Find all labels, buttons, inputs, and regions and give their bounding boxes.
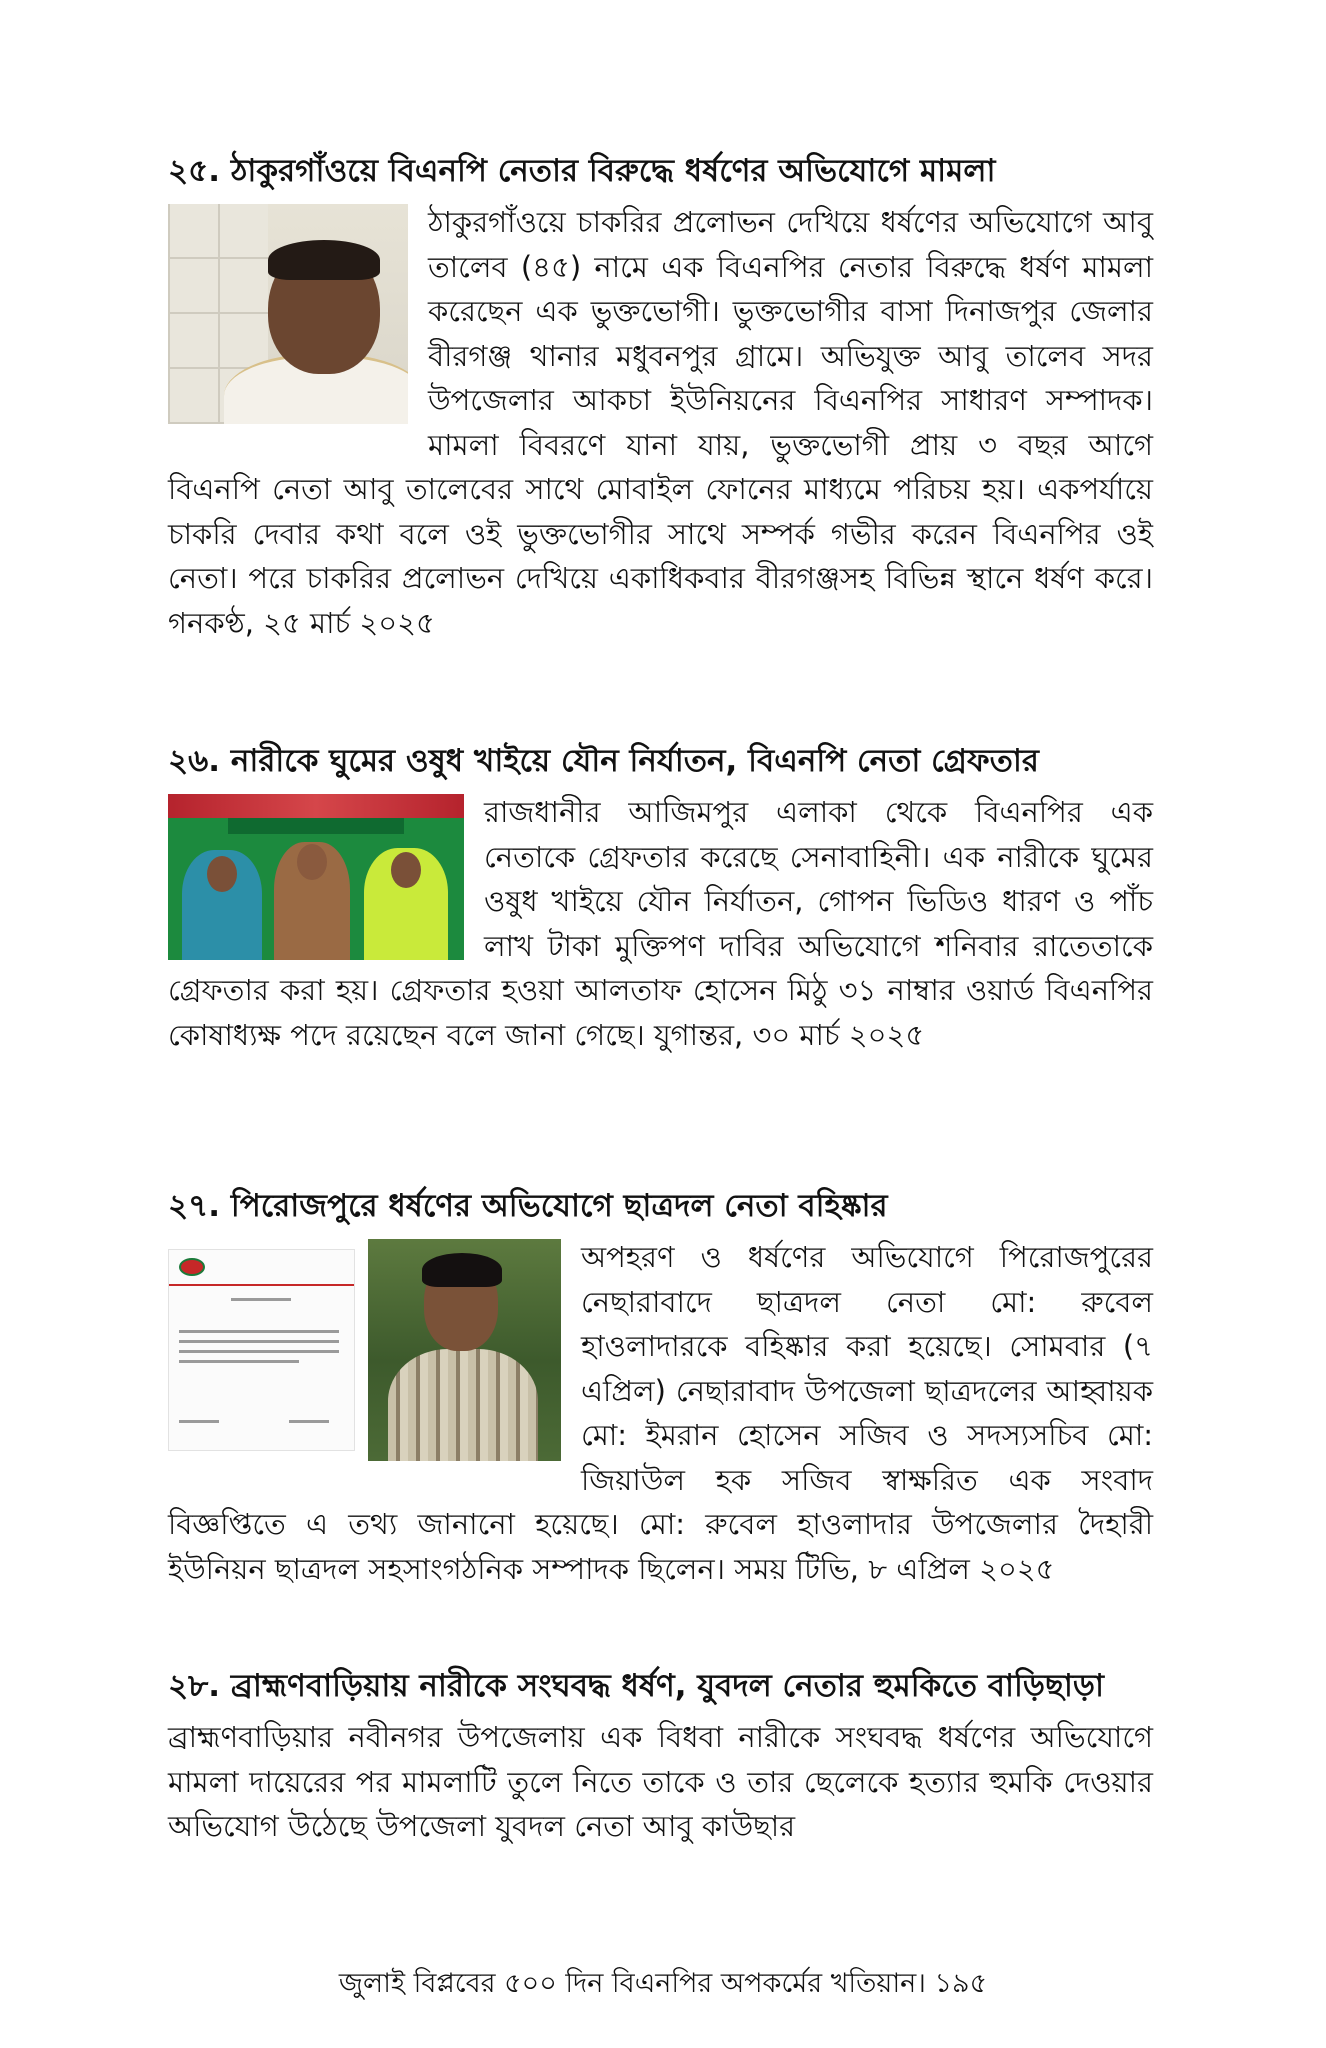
news-photo <box>168 794 464 960</box>
press-release-image <box>168 1249 355 1451</box>
article-body: ঠাকুরগাঁওয়ে চাকরির প্রলোভন দেখিয়ে ধর্ষণের অভিযোগে আবু তালেব (৪৫) নামে এক বিএনপির নেতার বিরুদ্ধে ধর্ষণ মামলা করেছেন এক ভুক্তভোগী। ভুক্তভোগীর বাসা দিনাজপুর জেলার বীরগঞ্জ থানার মধুবনপুর গ্রামে। অভিযুক্ত আবু তালেব সদর উপজেলার আকচা ইউনিয়নের বিএনপির সাধারণ সম্পাদক। মামলা বিবরণে যানা যায়, ভুক্তভোগী প্রায় ৩ বছর আগে বিএনপি নেতা আবু তালেবের সাথে মোবাইল ফোনের মাধ্যমে পরিচয় হয়। একপর্যায়ে চাকরি দেবার কথা বলে ওই ভুক্তভোগীর সাথে সম্পর্ক গভীর করেন বিএনপির ওই নেতা। পরে চাকরির প্রলোভন দেখিয়ে একাধিকবার বীরগঞ্জসহ বিভিন্ন স্থানে ধর্ষণ করে। গনকণ্ঠ, ২৫ মার্চ ২০২৫ <box>168 205 1153 640</box>
article-number: ২৬. <box>168 743 221 779</box>
news-photo <box>368 1239 561 1461</box>
article-title: ব্রাহ্মণবাড়িয়ায় নারীকে সংঘবদ্ধ ধর্ষণ, যুবদল নেতার হুমকিতে বাড়িছাড়া <box>230 1668 1104 1704</box>
article-body: ব্রাহ্মণবাড়িয়ার নবীনগর উপজেলায় এক বিধবা নারীকে সংঘবদ্ধ ধর্ষণের অভিযোগে মামলা দায়েরের পর মামলাটি তুলে নিতে তাকে ও তার ছেলেকে হত্যার হুমকি দেওয়ার অভিযোগ উঠেছে উপজেলা যুবদল নেতা আবু কাউছার <box>168 1720 1153 1843</box>
article-heading <box>168 1665 1153 1707</box>
article-body: অপহরণ ও ধর্ষণের অভিযোগে পিরোজপুরের নেছারাবাদে ছাত্রদল নেতা মো: রুবেল হাওলাদারকে বহিষ্কার করা হয়েছে। সোমবার (৭ এপ্রিল) নেছারাবাদ উপজেলা ছাত্রদলের আহ্বায়ক মো: ইমরান হোসেন সজিব ও সদস্যসচিব মো: জিয়াউল হক সজিব স্বাক্ষরিত এক সংবাদ বিজ্ঞপ্তিতে এ তথ্য জানানো হয়েছে। মো: রুবেল হাওলাদার উপজেলার দৈহারী ইউনিয়ন ছাত্রদল সহসাংগঠনিক সম্পাদক ছিলেন। সময় টিভি, ৮ এপ্রিল ২০২৫ <box>168 1240 1153 1586</box>
page-footer <box>0 1966 1326 2002</box>
page-number: ১৯৫ <box>934 1968 988 1999</box>
article-heading <box>168 740 1153 782</box>
article-title: ঠাকুরগাঁওয়ে বিএনপি নেতার বিরুদ্ধে ধর্ষণের অভিযোগে মামলা <box>230 153 996 189</box>
article-28 <box>168 1665 1153 1849</box>
article-title: পিরোজপুরে ধর্ষণের অভিযোগে ছাত্রদল নেতা বহিষ্কার <box>230 1188 888 1224</box>
article-title: নারীকে ঘুমের ওষুধ খাইয়ে যৌন নির্যাতন, বিএনপি নেতা গ্রেফতার <box>230 743 1039 779</box>
article-body: রাজধানীর আজিমপুর এলাকা থেকে বিএনপির এক নেতাকে গ্রেফতার করেছে সেনাবাহিনী। এক নারীকে ঘুমের ওষুধ খাইয়ে যৌন নির্যাতন, গোপন ভিডিও ধারণ ও পাঁচ লাখ টাকা মুক্তিপণ দাবির অভিযোগে শনিবার রাতেতাকে গ্রেফতার করা হয়। গ্রেফতার হওয়া আলতাফ হোসেন মিঠু ৩১ নাম্বার ওয়ার্ড বিএনপির কোষাধ্যক্ষ পদে রয়েছেন বলে জানা গেছে। যুগান্তর, ৩০ মার্চ ২০২৫ <box>168 795 1153 1052</box>
article-heading <box>168 150 1153 192</box>
article-number: ২৫. <box>168 153 221 189</box>
article-26 <box>168 740 1153 1057</box>
footer-text: জুলাই বিপ্লবের ৫০০ দিন বিএনপির অপকর্মের খতিয়ান। <box>338 1968 926 1999</box>
news-photo <box>168 204 408 424</box>
article-27 <box>168 1185 1153 1591</box>
news-photos <box>168 1239 561 1461</box>
article-number: ২৮. <box>168 1668 221 1704</box>
article-number: ২৭. <box>168 1188 221 1224</box>
article-25 <box>168 150 1153 645</box>
article-heading <box>168 1185 1153 1227</box>
